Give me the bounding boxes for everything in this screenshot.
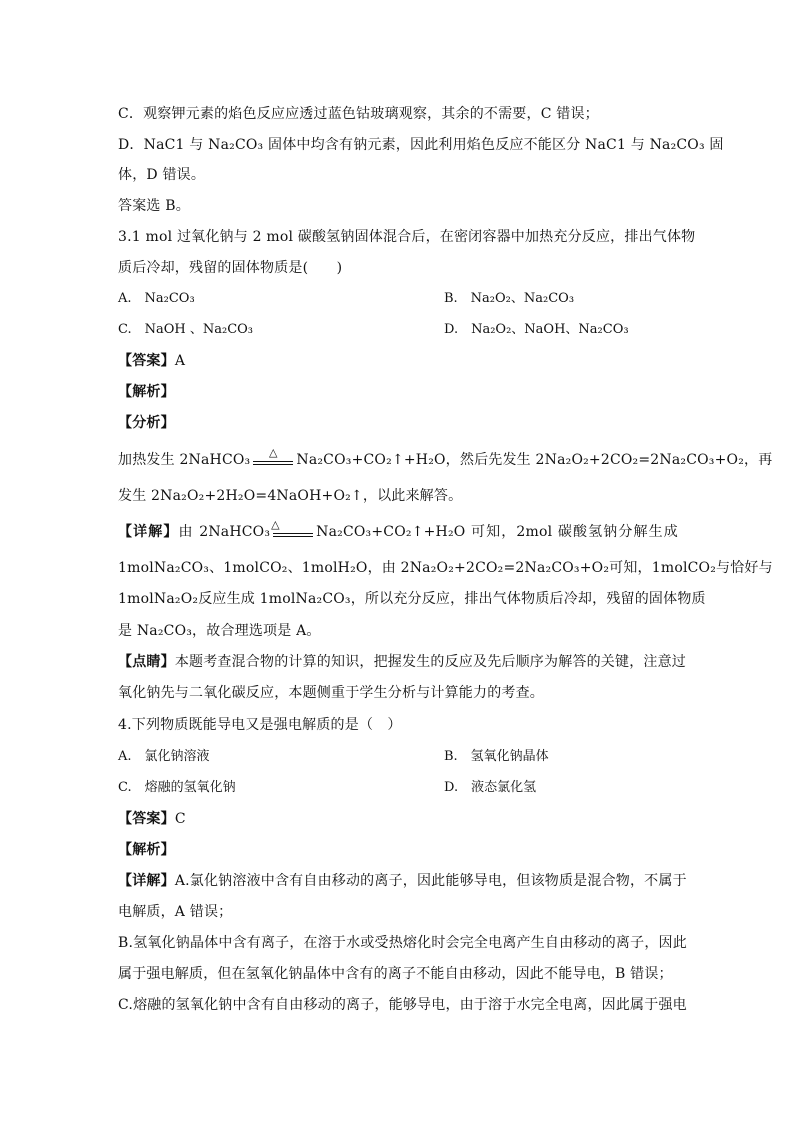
q3-detail-line1-a: 由 2NaHCO₃ <box>178 524 271 540</box>
q4-answer <box>118 808 678 830</box>
q3-fenxi-tag: 【分析】 <box>118 415 175 431</box>
q4-option-b: B. 氢氧化钠晶体 <box>444 749 549 764</box>
q4-detail-line5: C.熔融的氢氧化钠中含有自由移动的离子，能够导电，由于溶于水完全电离，因此属于强电 <box>118 997 687 1013</box>
q3-fenxi-line1-a: 加热发生 2NaHCO₃ <box>118 452 251 468</box>
heating-condition-symbol <box>251 446 295 468</box>
q4-detail-tag: 【详解】 <box>118 873 175 889</box>
q3-stem-line1: 3.1 mol 过氧化钠与 2 mol 碳酸氢钠固体混合后，在密闭容器中加热充分反应，排出气体物 <box>118 229 696 245</box>
q3-answer <box>118 350 678 372</box>
q4-jiexi-tag: 【解析】 <box>118 842 175 858</box>
prev-option-c-explanation: C．观察钾元素的焰色反应应透过蓝色钴玻璃观察，其余的不需要，C 错误； <box>118 106 599 122</box>
q3-jiexi-tag: 【解析】 <box>118 384 175 400</box>
q4-detail-line3: B.氢氧化钠晶体中含有离子，在溶于水或受热熔化时会完全电离产生自由移动的离子，因此 <box>118 935 687 951</box>
q3-option-c: C. NaOH 、Na₂CO₃ <box>118 322 254 337</box>
q4-answer-value: C <box>174 811 186 827</box>
q4-answer-tag: 【答案】 <box>118 811 175 827</box>
q3-option-a: A. Na₂CO₃ <box>118 291 195 306</box>
q3-option-d: D. Na₂O₂、NaOH、Na₂CO₃ <box>444 322 629 337</box>
double-bar <box>273 533 313 537</box>
q3-dianjing-line2: 氧化钠先与二氧化碳反应，本题侧重于学生分析与计算能力的考查。 <box>118 685 544 701</box>
q3-dianjing-line1 <box>118 651 687 673</box>
q4-option-a: A. 氯化钠溶液 <box>118 749 210 764</box>
q4-option-c: C. 熔融的氢氧化钠 <box>118 780 236 795</box>
double-bar <box>253 461 293 465</box>
q3-detail-tag: 【详解】 <box>118 524 179 540</box>
q3-fenxi-line1 <box>118 446 773 471</box>
q3-detail-line1 <box>118 518 678 543</box>
prev-option-d-explanation-line1: D．NaC1 与 Na₂CO₃ 固体中均含有钠元素，因此利用焰色反应不能区分 NaC1 与 Na₂CO₃ 固 <box>118 137 724 153</box>
q3-dianjing-tag: 【点睛】 <box>118 654 175 670</box>
q4-detail-line1-text: A.氯化钠溶液中含有自由移动的离子，因此能够导电，但该物质是混合物，不属于 <box>174 873 687 889</box>
q3-dianjing-line1-text: 本题考查混合物的计算的知识，把握发生的反应及先后顺序为解答的关键，注意过 <box>174 654 687 670</box>
q4-detail-line1 <box>118 870 687 892</box>
q3-answer-tag: 【答案】 <box>118 353 175 369</box>
q3-detail-line2: 1molNa₂CO₃、1molCO₂、1molH₂O，由 2Na₂O₂+2CO₂=2Na₂CO₃+O₂可知，1molCO₂与恰好与 <box>118 560 773 576</box>
q3-detail-line3: 1molNa₂O₂反应生成 1molNa₂CO₃，所以充分反应，排出气体物质后冷却，残留的固体物质 <box>118 591 706 607</box>
triangle-icon: △ <box>269 446 278 459</box>
triangle-icon: △ <box>271 518 280 531</box>
q3-option-b: B. Na₂O₂、Na₂CO₃ <box>444 291 575 306</box>
q3-fenxi-line2: 发生 2Na₂O₂+2H₂O=4NaOH+O₂↑，以此来解答。 <box>118 488 463 504</box>
q4-option-d: D. 液态氯化氢 <box>444 780 537 795</box>
prev-answer-line: 答案选 B。 <box>118 198 190 214</box>
prev-option-d-explanation-line2: 体，D 错误。 <box>118 167 206 183</box>
q3-detail-line4: 是 Na₂CO₃，故合理选项是 A。 <box>118 623 321 639</box>
q3-fenxi-line1-b: Na₂CO₃+CO₂↑+H₂O，然后先发生 2Na₂O₂+2CO₂=2Na₂CO₃+O₂，再 <box>296 452 773 468</box>
q4-stem: 4.下列物质既能导电又是强电解质的是（ ） <box>118 717 402 733</box>
q3-stem-line2: 质后冷却，残留的固体物质是( ) <box>118 260 343 276</box>
q4-detail-line4: 属于强电解质，但在氢氧化钠晶体中含有的离子不能自由移动，因此不能导电，B 错误； <box>118 966 673 982</box>
q3-detail-line1-b: Na₂CO₃+CO₂↑+H₂O 可知，2mol 碳酸氢钠分解生成 <box>316 524 678 540</box>
q4-detail-line2: 电解质，A 错误； <box>118 904 233 920</box>
q3-answer-value: A <box>174 353 186 369</box>
heating-condition-symbol <box>271 518 315 540</box>
